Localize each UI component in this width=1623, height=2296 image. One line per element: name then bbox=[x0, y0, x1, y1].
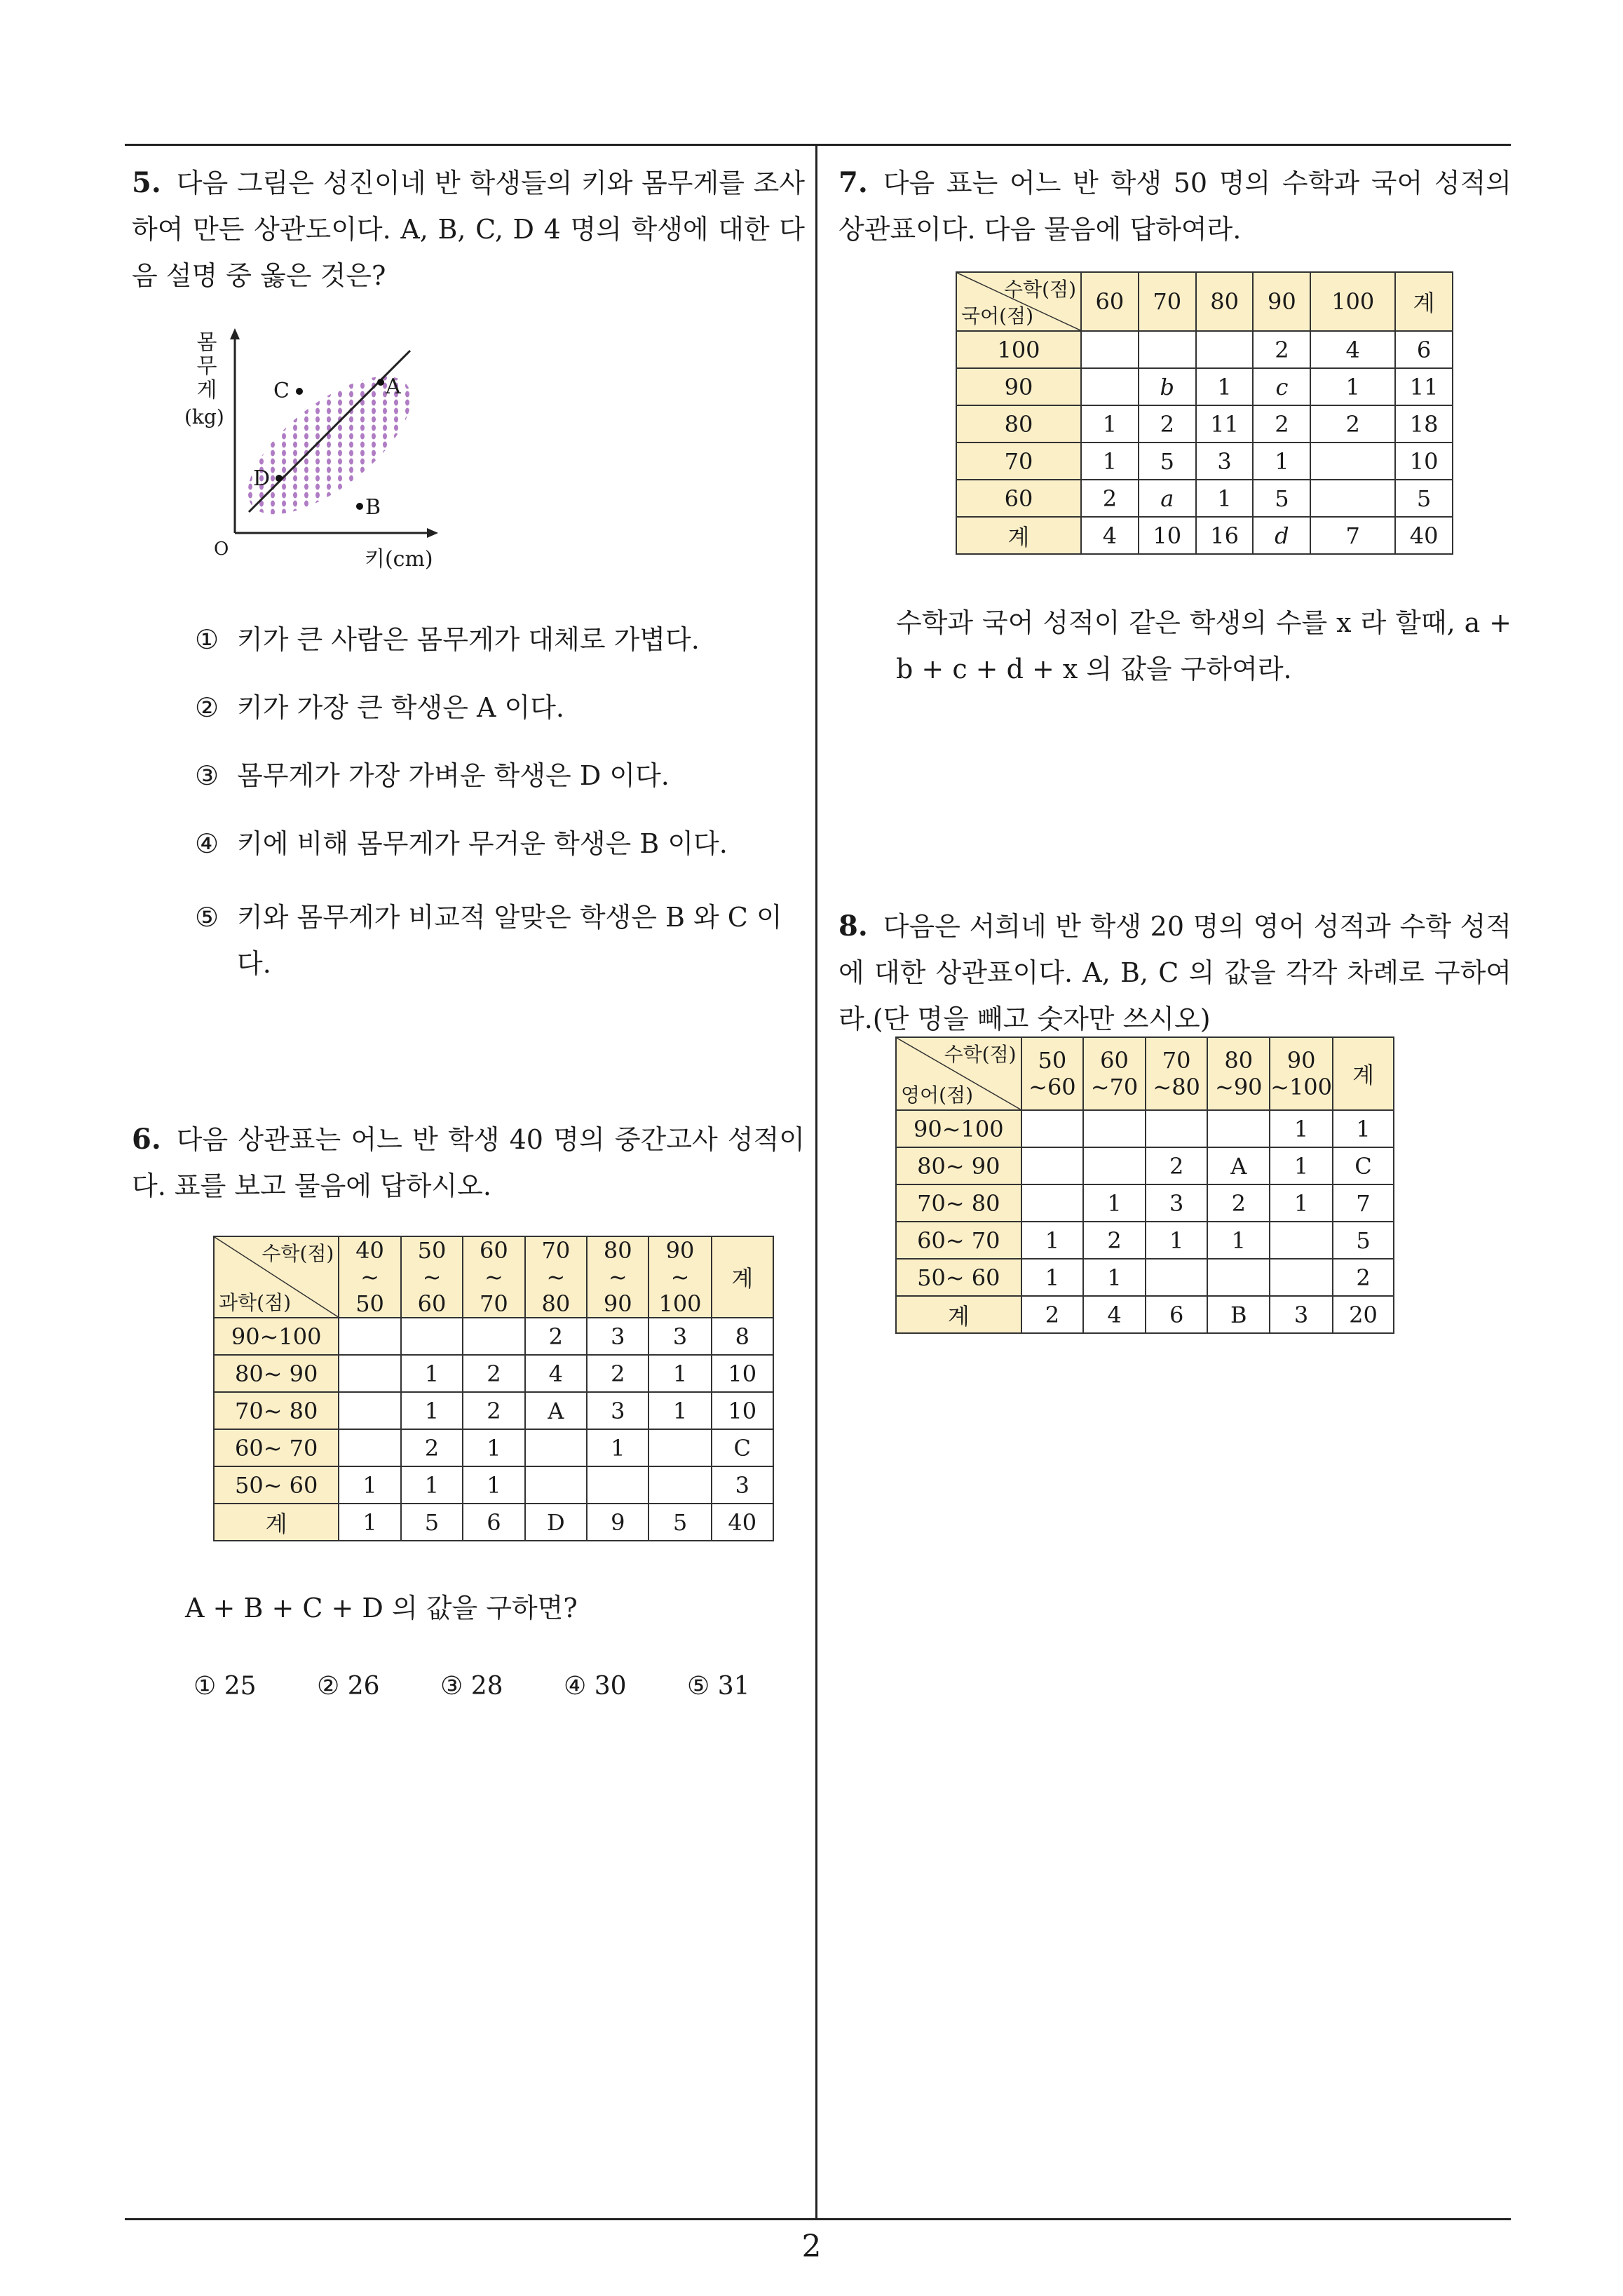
cell bbox=[1270, 1259, 1333, 1296]
row-label: 80~ 90 bbox=[214, 1355, 339, 1392]
cell: 1 bbox=[1310, 368, 1395, 405]
q6-col-header: 70 ~ 80 bbox=[525, 1236, 587, 1318]
cell bbox=[587, 1466, 648, 1504]
cell: 2 bbox=[525, 1318, 587, 1355]
table-row bbox=[896, 1259, 1394, 1296]
cell: 6 bbox=[1146, 1296, 1208, 1333]
q6-correlation-table bbox=[213, 1236, 774, 1541]
table-row bbox=[956, 368, 1453, 405]
choice-2[interactable]: ② 26 bbox=[317, 1672, 380, 1701]
table-row bbox=[956, 331, 1453, 368]
cell: 40 bbox=[1395, 517, 1453, 554]
row-label: 60~ 70 bbox=[214, 1429, 339, 1466]
cell: 6 bbox=[463, 1504, 524, 1541]
cell bbox=[1081, 331, 1139, 368]
table-row bbox=[896, 1296, 1394, 1333]
cell: 5 bbox=[1139, 443, 1196, 480]
question-text: 다음 표는 어느 반 학생 50 명의 수학과 국어 성적의 상관표이다. 다음 물음에 답하여라. bbox=[838, 168, 1512, 245]
cell: A bbox=[525, 1392, 587, 1429]
row-label: 계 bbox=[214, 1504, 339, 1541]
q7-question: 수학과 국어 성적이 같은 학생의 수를 x 라 할때, a + b + c + d + x 의 값을 구하여라. bbox=[896, 607, 1512, 684]
point-c bbox=[296, 388, 303, 395]
cell: 11 bbox=[1395, 368, 1453, 405]
q8-header-corner: 수학(점) 영어(점) bbox=[896, 1037, 1021, 1110]
cell bbox=[1207, 1110, 1270, 1147]
y-axis-label: 몸 무 게 bbox=[196, 330, 217, 403]
row-label: 90~100 bbox=[896, 1110, 1021, 1147]
row-label: 50~ 60 bbox=[896, 1259, 1021, 1296]
cell: 1 bbox=[1196, 368, 1254, 405]
cell bbox=[1081, 368, 1139, 405]
row-label: 90 bbox=[956, 368, 1081, 405]
bottom-rule bbox=[125, 2218, 1511, 2220]
cell: 5 bbox=[1253, 480, 1310, 517]
cell: 1 bbox=[1083, 1259, 1146, 1296]
cell: 2 bbox=[1207, 1184, 1270, 1222]
q7-col-header: 100 bbox=[1310, 272, 1395, 331]
choice-4[interactable]: ④ 30 bbox=[564, 1672, 627, 1701]
scatter-diagram bbox=[179, 323, 445, 575]
question-text: 다음은 서희네 반 학생 20 명의 영어 성적과 수학 성적에 대한 상관표이다. A, B, C 의 값을 각각 차례로 구하여라.(단 명을 빼고 숫자만 쓰시오) bbox=[838, 911, 1512, 1034]
cell: 6 bbox=[1395, 331, 1453, 368]
row-label: 100 bbox=[956, 331, 1081, 368]
row-label: 60~ 70 bbox=[896, 1222, 1021, 1259]
cell: 4 bbox=[1081, 517, 1139, 554]
cell bbox=[1270, 1222, 1333, 1259]
option-3[interactable]: ③ 몸무게가 가장 가벼운 학생은 D 이다. bbox=[195, 760, 670, 791]
row-label: 60 bbox=[956, 480, 1081, 517]
cell: 1 bbox=[463, 1429, 524, 1466]
y-axis-unit: (kg) bbox=[184, 405, 224, 428]
cell bbox=[648, 1429, 711, 1466]
table-row bbox=[896, 1147, 1394, 1184]
question-number: 7. bbox=[838, 166, 868, 199]
cell: 5 bbox=[1333, 1222, 1394, 1259]
cell: C bbox=[712, 1429, 773, 1466]
cell: 20 bbox=[1333, 1296, 1394, 1333]
cell: A bbox=[1207, 1147, 1270, 1184]
cell: c bbox=[1253, 368, 1310, 405]
cell: 1 bbox=[648, 1392, 711, 1429]
q8-correlation-table bbox=[895, 1036, 1394, 1334]
cell: 1 bbox=[339, 1466, 400, 1504]
cell: 1 bbox=[587, 1429, 648, 1466]
q6-col-header: 80 ~ 90 bbox=[587, 1236, 648, 1318]
cell: 10 bbox=[712, 1392, 773, 1429]
cell: 5 bbox=[648, 1504, 711, 1541]
cell: 1 bbox=[1270, 1110, 1333, 1147]
cell bbox=[1310, 480, 1395, 517]
cell: 3 bbox=[712, 1466, 773, 1504]
cell: 4 bbox=[525, 1355, 587, 1392]
cell: 1 bbox=[1021, 1259, 1084, 1296]
row-label: 70 bbox=[956, 443, 1081, 480]
q7-col-header: 70 bbox=[1139, 272, 1196, 331]
row-label: 계 bbox=[896, 1296, 1021, 1333]
cell: 2 bbox=[1021, 1296, 1084, 1333]
table-row bbox=[214, 1355, 773, 1392]
row-label: 70~ 80 bbox=[214, 1392, 339, 1429]
table-row bbox=[956, 517, 1453, 554]
cell bbox=[1021, 1147, 1084, 1184]
cell bbox=[525, 1466, 587, 1504]
cell: a bbox=[1139, 480, 1196, 517]
table-row bbox=[896, 1184, 1394, 1222]
cell bbox=[1021, 1110, 1084, 1147]
q7-correlation-table bbox=[956, 271, 1453, 555]
q6-col-header: 60 ~ 70 bbox=[463, 1236, 524, 1318]
cell bbox=[463, 1318, 524, 1355]
row-label: 계 bbox=[956, 517, 1081, 554]
cell bbox=[1146, 1110, 1208, 1147]
option-1[interactable]: ① 키가 큰 사람은 몸무게가 대체로 가볍다. bbox=[195, 624, 700, 655]
cell: 8 bbox=[712, 1318, 773, 1355]
cell: 2 bbox=[1146, 1147, 1208, 1184]
cell: 1 bbox=[1207, 1222, 1270, 1259]
cell: 1 bbox=[1196, 480, 1254, 517]
cell: 2 bbox=[401, 1429, 463, 1466]
cell: 1 bbox=[1333, 1110, 1394, 1147]
cell: 2 bbox=[1083, 1222, 1146, 1259]
choice-1[interactable]: ① 25 bbox=[193, 1672, 257, 1701]
table-row bbox=[956, 405, 1453, 443]
option-2[interactable]: ② 키가 가장 큰 학생은 A 이다. bbox=[195, 692, 564, 723]
cell: 4 bbox=[1310, 331, 1395, 368]
origin-label: O bbox=[214, 539, 229, 560]
question-number: 5. bbox=[132, 166, 161, 199]
table-row bbox=[956, 480, 1453, 517]
q6-col-header: 50 ~ 60 bbox=[401, 1236, 463, 1318]
cell: 3 bbox=[1146, 1184, 1208, 1222]
q6-choices bbox=[193, 1672, 810, 1701]
cell: 3 bbox=[587, 1392, 648, 1429]
row-label: 80~ 90 bbox=[896, 1147, 1021, 1184]
cell bbox=[339, 1392, 400, 1429]
cell: 5 bbox=[401, 1504, 463, 1541]
table-row bbox=[214, 1466, 773, 1504]
option-4[interactable]: ④ 키에 비해 몸무게가 무거운 학생은 B 이다. bbox=[195, 828, 728, 859]
cell bbox=[339, 1355, 400, 1392]
row-label: 50~ 60 bbox=[214, 1466, 339, 1504]
cell bbox=[1310, 443, 1395, 480]
cell: 4 bbox=[1083, 1296, 1146, 1333]
cell: B bbox=[1207, 1296, 1270, 1333]
q6-total-header: 계 bbox=[712, 1236, 773, 1318]
cell: 3 bbox=[648, 1318, 711, 1355]
cell: 16 bbox=[1196, 517, 1254, 554]
q7-col-header: 90 bbox=[1253, 272, 1310, 331]
table-row bbox=[896, 1222, 1394, 1259]
question-text: 다음 상관표는 어느 반 학생 40 명의 중간고사 성적이다. 표를 보고 물음에 답하시오. bbox=[132, 1124, 805, 1201]
cell: 7 bbox=[1333, 1184, 1394, 1222]
cell: 3 bbox=[1270, 1296, 1333, 1333]
question-number: 8. bbox=[838, 910, 868, 943]
table-row bbox=[896, 1110, 1394, 1147]
point-b bbox=[356, 503, 363, 510]
x-axis-arrow-icon bbox=[427, 528, 438, 538]
cell bbox=[1207, 1259, 1270, 1296]
q7-header-corner: 수학(점) 국어(점) bbox=[956, 272, 1081, 331]
q6-question: A + B + C + D 의 값을 구하면? bbox=[185, 1593, 578, 1623]
cell bbox=[525, 1429, 587, 1466]
cell: 10 bbox=[1395, 443, 1453, 480]
choice-5[interactable]: ⑤ 31 bbox=[687, 1672, 750, 1701]
cell: 2 bbox=[463, 1355, 524, 1392]
question-text: 다음 그림은 성진이네 반 학생들의 키와 몸무게를 조사하여 만든 상관도이다. A, B, C, D 4 명의 학생에 대한 다음 설명 중 옳은 것은? bbox=[132, 168, 805, 291]
cell bbox=[1083, 1147, 1146, 1184]
label-c: C bbox=[273, 379, 290, 403]
cell: 1 bbox=[401, 1466, 463, 1504]
question-6 bbox=[132, 1116, 805, 1209]
cell: 1 bbox=[463, 1466, 524, 1504]
q8-col-header: 80 ~90 bbox=[1207, 1037, 1270, 1110]
table-row bbox=[214, 1392, 773, 1429]
q8-col-header: 60 ~70 bbox=[1083, 1037, 1146, 1110]
cell: 7 bbox=[1310, 517, 1395, 554]
cell: 10 bbox=[1139, 517, 1196, 554]
cell: 2 bbox=[1253, 331, 1310, 368]
option-5[interactable]: ⑤ 키와 몸무게가 비교적 알맞은 학생은 B 와 C 이다. bbox=[195, 902, 782, 979]
q7-col-header: 80 bbox=[1196, 272, 1254, 331]
q6-header-corner: 수학(점) 과학(점) bbox=[214, 1236, 339, 1318]
x-axis-label: 키(cm) bbox=[365, 547, 433, 572]
cell: 11 bbox=[1196, 405, 1254, 443]
cell: 1 bbox=[1081, 443, 1139, 480]
cell: 2 bbox=[587, 1355, 648, 1392]
row-label: 80 bbox=[956, 405, 1081, 443]
cell: 1 bbox=[1253, 443, 1310, 480]
cell: D bbox=[525, 1504, 587, 1541]
cell: 3 bbox=[1196, 443, 1254, 480]
cell bbox=[1139, 331, 1196, 368]
q8-col-header: 90 ~100 bbox=[1270, 1037, 1333, 1110]
q8-col-header: 50 ~60 bbox=[1021, 1037, 1084, 1110]
cell: 1 bbox=[1021, 1222, 1084, 1259]
question-5 bbox=[132, 160, 805, 299]
cell: 1 bbox=[1083, 1184, 1146, 1222]
row-label: 90~100 bbox=[214, 1318, 339, 1355]
q7-total-header: 계 bbox=[1395, 272, 1453, 331]
cell: 1 bbox=[1270, 1147, 1333, 1184]
cell: d bbox=[1253, 517, 1310, 554]
cell bbox=[1196, 331, 1254, 368]
cell: 2 bbox=[1333, 1259, 1394, 1296]
cell: 1 bbox=[648, 1355, 711, 1392]
top-rule bbox=[125, 144, 1511, 146]
table-row bbox=[956, 443, 1453, 480]
cell bbox=[339, 1318, 400, 1355]
cell: 2 bbox=[1139, 405, 1196, 443]
q6-col-header: 40 ~ 50 bbox=[339, 1236, 400, 1318]
cell: b bbox=[1139, 368, 1196, 405]
cell bbox=[401, 1318, 463, 1355]
column-divider bbox=[815, 144, 817, 2220]
cell: 18 bbox=[1395, 405, 1453, 443]
question-8 bbox=[838, 903, 1512, 1042]
cell: 1 bbox=[1270, 1184, 1333, 1222]
question-7 bbox=[838, 160, 1512, 252]
cell bbox=[339, 1429, 400, 1466]
q7-col-header: 60 bbox=[1081, 272, 1139, 331]
cell bbox=[1021, 1184, 1084, 1222]
point-d bbox=[276, 475, 283, 482]
cell: 1 bbox=[339, 1504, 400, 1541]
row-label: 70~ 80 bbox=[896, 1184, 1021, 1222]
cell: 3 bbox=[587, 1318, 648, 1355]
q8-col-header: 70 ~80 bbox=[1146, 1037, 1208, 1110]
choice-3[interactable]: ③ 28 bbox=[440, 1672, 503, 1701]
page-number: 2 bbox=[801, 2229, 822, 2264]
cell: C bbox=[1333, 1147, 1394, 1184]
table-row bbox=[214, 1318, 773, 1355]
cell: 1 bbox=[401, 1355, 463, 1392]
cell: 10 bbox=[712, 1355, 773, 1392]
label-b: B bbox=[365, 495, 381, 520]
q6-col-header: 90 ~ 100 bbox=[648, 1236, 711, 1318]
cell: 2 bbox=[1310, 405, 1395, 443]
cell: 40 bbox=[712, 1504, 773, 1541]
cell bbox=[648, 1466, 711, 1504]
y-axis-arrow-icon bbox=[230, 328, 240, 339]
q8-total-header: 계 bbox=[1333, 1037, 1394, 1110]
cell: 2 bbox=[1081, 480, 1139, 517]
cell: 9 bbox=[587, 1504, 648, 1541]
table-row bbox=[214, 1504, 773, 1541]
label-a: A bbox=[386, 374, 401, 399]
point-a bbox=[377, 379, 384, 386]
question-number: 6. bbox=[132, 1123, 161, 1156]
scatter-dots bbox=[221, 351, 445, 547]
cell: 1 bbox=[1081, 405, 1139, 443]
cell: 1 bbox=[401, 1392, 463, 1429]
cell: 2 bbox=[1253, 405, 1310, 443]
cell: 2 bbox=[463, 1392, 524, 1429]
cell bbox=[1083, 1110, 1146, 1147]
label-d: D bbox=[253, 466, 271, 491]
question-5-options bbox=[174, 622, 805, 1020]
table-row bbox=[214, 1429, 773, 1466]
cell: 1 bbox=[1146, 1222, 1208, 1259]
cell: 5 bbox=[1395, 480, 1453, 517]
cell bbox=[1146, 1259, 1208, 1296]
